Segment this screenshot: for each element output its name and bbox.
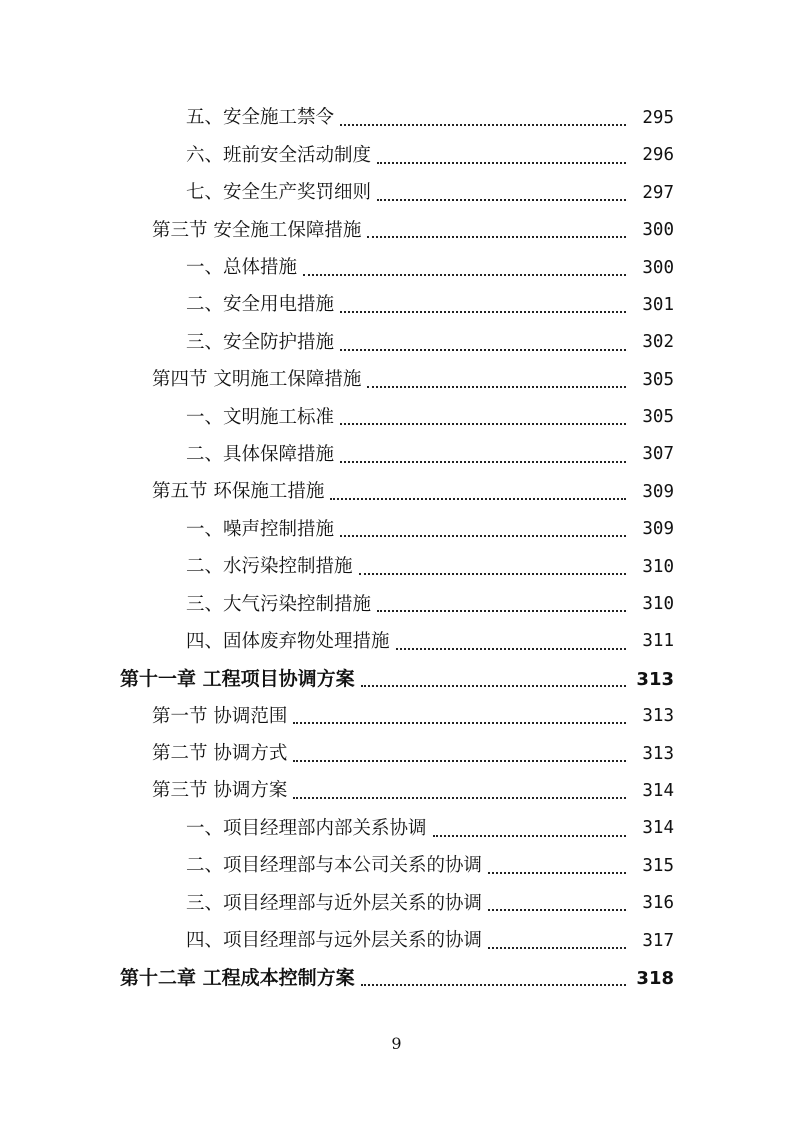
toc-entry-page: 305 bbox=[642, 407, 674, 428]
toc-entry-label: 三、大气污染控制措施 bbox=[186, 593, 372, 615]
toc-dot-leader bbox=[377, 161, 626, 164]
toc-entry-label: 第五节 环保施工措施 bbox=[152, 481, 325, 503]
toc-entry-label: 二、安全用电措施 bbox=[186, 294, 335, 316]
toc-entry-label: 第十二章 工程成本控制方案 bbox=[120, 967, 355, 990]
toc-entry-item[interactable] bbox=[0, 287, 793, 324]
toc-entry-label: 第三节 协调方案 bbox=[152, 780, 288, 802]
toc-entry-label: 第四节 文明施工保障措施 bbox=[152, 369, 362, 391]
toc-entry-chapter[interactable] bbox=[0, 661, 793, 698]
table-of-contents bbox=[0, 100, 793, 997]
toc-entry-page: 313 bbox=[636, 668, 674, 690]
toc-entry-section[interactable] bbox=[0, 362, 793, 399]
toc-entry-page: 314 bbox=[642, 818, 674, 839]
toc-entry-item[interactable] bbox=[0, 137, 793, 174]
toc-dot-leader bbox=[340, 460, 626, 463]
toc-entry-label: 六、班前安全活动制度 bbox=[186, 144, 372, 166]
toc-entry-label: 第十一章 工程项目协调方案 bbox=[120, 668, 355, 691]
toc-entry-label: 一、文明施工标准 bbox=[186, 406, 335, 428]
toc-entry-item[interactable] bbox=[0, 250, 793, 287]
toc-dot-leader bbox=[367, 235, 626, 238]
toc-entry-page: 300 bbox=[642, 220, 674, 241]
toc-entry-page: 295 bbox=[642, 107, 674, 128]
toc-entry-label: 二、项目经理部与本公司关系的协调 bbox=[186, 855, 483, 877]
toc-entry-section[interactable] bbox=[0, 736, 793, 773]
toc-dot-leader bbox=[293, 721, 626, 724]
toc-entry-label: 四、项目经理部与远外层关系的协调 bbox=[186, 930, 483, 952]
toc-entry-section[interactable] bbox=[0, 212, 793, 249]
toc-entry-item[interactable] bbox=[0, 623, 793, 660]
toc-entry-section[interactable] bbox=[0, 773, 793, 810]
toc-entry-page: 296 bbox=[642, 145, 674, 166]
toc-entry-label: 一、噪声控制措施 bbox=[186, 518, 335, 540]
toc-entry-item[interactable] bbox=[0, 810, 793, 847]
toc-dot-leader bbox=[396, 647, 626, 650]
toc-dot-leader bbox=[340, 310, 626, 313]
toc-entry-chapter[interactable] bbox=[0, 960, 793, 997]
toc-entry-item[interactable] bbox=[0, 399, 793, 436]
toc-entry-page: 316 bbox=[642, 893, 674, 914]
toc-entry-item[interactable] bbox=[0, 885, 793, 922]
toc-entry-item[interactable] bbox=[0, 175, 793, 212]
toc-entry-page: 309 bbox=[642, 481, 674, 502]
toc-entry-page: 311 bbox=[642, 631, 674, 652]
toc-entry-item[interactable] bbox=[0, 586, 793, 623]
toc-entry-item[interactable] bbox=[0, 923, 793, 960]
toc-entry-item[interactable] bbox=[0, 549, 793, 586]
toc-entry-item[interactable] bbox=[0, 848, 793, 885]
toc-dot-leader bbox=[377, 198, 626, 201]
toc-dot-leader bbox=[488, 908, 626, 911]
toc-entry-page: 309 bbox=[642, 519, 674, 540]
toc-dot-leader bbox=[303, 273, 626, 276]
toc-entry-page: 307 bbox=[642, 444, 674, 465]
toc-entry-label: 三、安全防护措施 bbox=[186, 331, 335, 353]
toc-entry-section[interactable] bbox=[0, 474, 793, 511]
toc-entry-label: 第二节 协调方式 bbox=[152, 743, 288, 765]
toc-entry-label: 一、总体措施 bbox=[186, 257, 298, 278]
toc-entry-page: 305 bbox=[642, 369, 674, 390]
toc-entry-page: 300 bbox=[642, 257, 674, 278]
toc-entry-item[interactable] bbox=[0, 511, 793, 548]
toc-entry-label: 三、项目经理部与近外层关系的协调 bbox=[186, 892, 483, 914]
toc-dot-leader bbox=[361, 684, 626, 687]
toc-entry-label: 一、项目经理部内部关系协调 bbox=[186, 817, 427, 839]
toc-entry-item[interactable] bbox=[0, 324, 793, 361]
toc-entry-item[interactable] bbox=[0, 437, 793, 474]
toc-dot-leader bbox=[293, 759, 626, 762]
toc-dot-leader bbox=[340, 422, 626, 425]
page-number: 9 bbox=[391, 1034, 402, 1053]
toc-dot-leader bbox=[330, 497, 626, 500]
toc-dot-leader bbox=[293, 796, 626, 799]
toc-entry-label: 七、安全生产奖罚细则 bbox=[186, 182, 372, 204]
toc-dot-leader bbox=[367, 385, 626, 388]
toc-entry-item[interactable] bbox=[0, 100, 793, 137]
toc-entry-page: 297 bbox=[642, 182, 674, 203]
toc-entry-page: 313 bbox=[642, 743, 674, 764]
toc-entry-page: 317 bbox=[642, 930, 674, 951]
toc-entry-page: 318 bbox=[636, 967, 674, 989]
toc-entry-page: 310 bbox=[642, 556, 674, 577]
toc-dot-leader bbox=[433, 834, 626, 837]
toc-entry-label: 二、具体保障措施 bbox=[186, 443, 335, 465]
toc-entry-page: 313 bbox=[642, 706, 674, 727]
toc-entry-page: 314 bbox=[642, 780, 674, 801]
toc-entry-label: 四、固体废弃物处理措施 bbox=[186, 630, 390, 652]
toc-entry-label: 二、水污染控制措施 bbox=[186, 556, 353, 578]
toc-dot-leader bbox=[359, 572, 626, 575]
toc-dot-leader bbox=[488, 946, 626, 949]
toc-entry-page: 301 bbox=[642, 294, 674, 315]
toc-dot-leader bbox=[377, 609, 626, 612]
toc-entry-section[interactable] bbox=[0, 698, 793, 735]
toc-entry-label: 第三节 安全施工保障措施 bbox=[152, 219, 362, 241]
toc-dot-leader bbox=[340, 123, 626, 126]
toc-entry-page: 315 bbox=[642, 855, 674, 876]
toc-dot-leader bbox=[361, 983, 626, 986]
toc-dot-leader bbox=[340, 348, 626, 351]
toc-entry-label: 五、安全施工禁令 bbox=[186, 107, 335, 129]
toc-entry-page: 302 bbox=[642, 332, 674, 353]
toc-entry-page: 310 bbox=[642, 594, 674, 615]
toc-dot-leader bbox=[488, 871, 626, 874]
toc-entry-label: 第一节 协调范围 bbox=[152, 705, 288, 727]
toc-dot-leader bbox=[340, 534, 626, 537]
